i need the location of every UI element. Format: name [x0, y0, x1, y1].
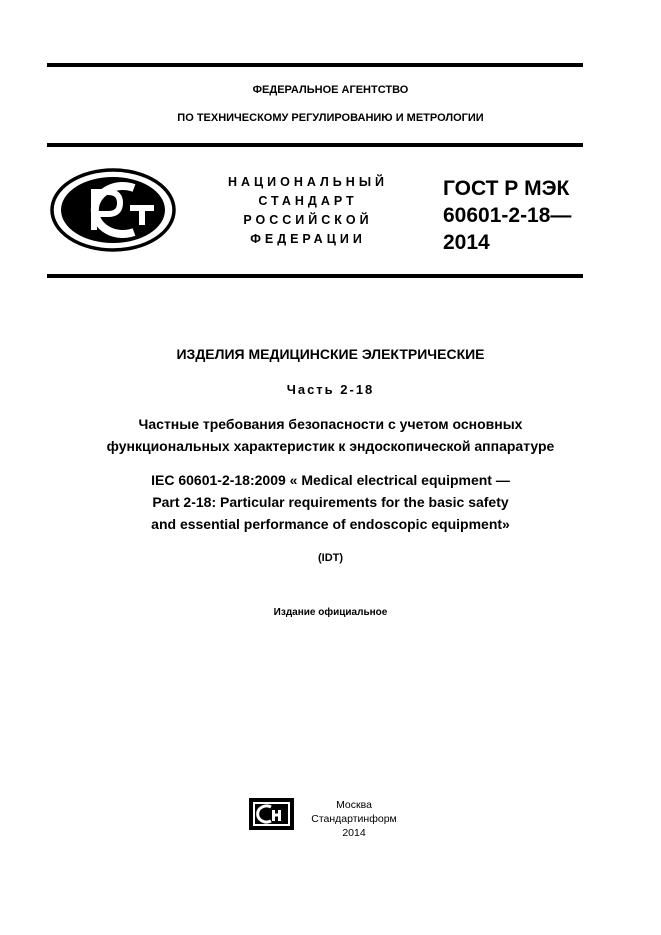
designation-line-3: 2014 — [443, 231, 490, 254]
designation-line-2: 60601-2-18— — [443, 204, 572, 227]
iec-line-3: and essential performance of endoscopic equipment» — [151, 516, 510, 532]
standard-line-3: РОССИЙСКОЙ — [243, 213, 373, 227]
iec-line-2: Part 2-18: Particular requirements for the basic safety — [152, 494, 509, 510]
standard-block — [218, 174, 398, 247]
agency-line-2: ПО ТЕХНИЧЕСКОМУ РЕГУЛИРОВАНИЮ И МЕТРОЛОГИИ — [177, 112, 484, 124]
agency-line-1: ФЕДЕРАЛЬНОЕ АГЕНТСТВО — [252, 84, 409, 96]
publisher-logo-icon — [249, 798, 294, 830]
edition-label: Издание официальное — [273, 607, 388, 618]
iec-line-1: IEC 60601-2-18:2009 « Medical electrical equipment — — [151, 472, 510, 488]
standard-line-2: СТАНДАРТ — [258, 194, 358, 208]
designation-line-1: ГОСТ Р МЭК — [443, 177, 570, 200]
top-rule — [47, 63, 583, 67]
publisher-info — [304, 798, 404, 840]
rst-mark-icon — [50, 168, 176, 252]
standard-line-1: НАЦИОНАЛЬНЫЙ — [227, 175, 389, 189]
document-title: ИЗДЕЛИЯ МЕДИЦИНСКИЕ ЭЛЕКТРИЧЕСКИЕ — [176, 346, 485, 362]
document-subtitle-1: Частные требования безопасности с учетом основных — [138, 416, 523, 432]
publisher-city: Москва — [336, 799, 372, 811]
idt-label: (IDT) — [317, 552, 344, 564]
standard-line-4: ФЕДЕРАЦИИ — [250, 232, 366, 246]
gost-designation — [443, 175, 571, 256]
header-rule — [47, 143, 583, 147]
document-part: Часть 2-18 — [286, 382, 375, 397]
bottom-header-rule — [47, 274, 583, 278]
publisher-name: Стандартинформ — [311, 813, 397, 825]
document-subtitle-2: функциональных характеристик к эндоскопической аппаратуре — [106, 438, 555, 454]
publisher-year: 2014 — [342, 827, 366, 839]
